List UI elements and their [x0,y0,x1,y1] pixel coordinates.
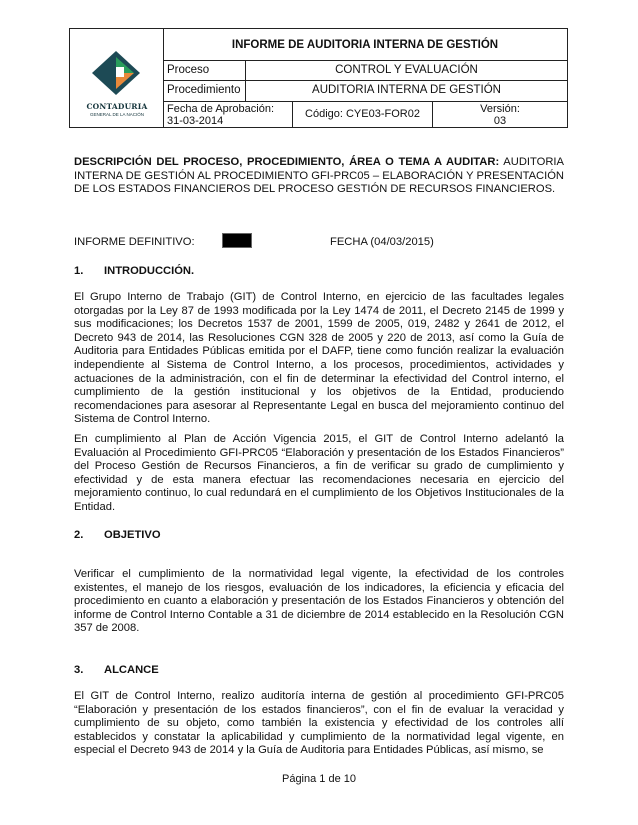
logo-name: CONTADURIA [86,102,148,111]
version-cell [433,102,567,128]
version-value: 03 [493,115,507,127]
version-label: Versión: [480,103,520,115]
proceso-value: CONTROL Y EVALUACIÓN [335,64,478,76]
fecha-aprobacion-cell [163,102,293,128]
section-3-heading [74,664,159,676]
fecha-aprobacion-label: Fecha de Aprobación: [167,103,275,115]
page-number-footer: Página 1 de 10 [281,773,356,785]
section-1-paragraph-2: En cumplimiento al Plan de Acción Vigencia 2015, el GIT de Control Interno adelantó la Evaluación al Procedimiento GFI-PRC05 “Elaboración y presentación de los Estados Financieros” del Proceso Gestión de Recursos Financieros, a fin de verificar su grado de cumplimiento y efectividad y de esta manera efectuar las recomendaciones necesaria en ejercicio del mejoramiento continuo, lo cual redundará en el cumplimiento de los Objetivos Institucionales de la Entidad. [74,433,564,513]
section-1-heading [74,265,194,277]
procedimiento-value: AUDITORIA INTERNA DE GESTIÓN [312,84,501,96]
section-1-number: 1. [74,265,84,277]
section-2-heading [74,529,161,541]
proceso-label: Proceso [163,61,246,80]
header-proceso-row [163,61,567,81]
header-title: INFORME DE AUDITORIA INTERNA DE GESTIÓN [163,29,567,61]
fecha-aprobacion-value: 31-03-2014 [167,115,224,127]
informe-definitivo-label: INFORME DEFINITIVO: [74,236,195,248]
section-1-title: INTRODUCCIÓN. [104,265,195,277]
logo-cell [70,29,164,127]
section-3-paragraph: El GIT de Control Interno, realizo auditoría interna de gestión al procedimiento GFI-PRC05 “Elaboración y presentación de los estados financieros”, con el fin de evaluar la veracidad y cumplimiento de su objeto, como también la existencia y efectividad de los controles allí establecidos y constatar la aplicabilidad y cumplimiento de la normatividad legal vigente, en especial el Decreto 943 de 2014 y la Guía de Auditoria para Entidades Públicas, así mismo, se [74,690,564,757]
codigo-cell: Código: CYE03-FOR02 [293,102,433,128]
descripcion-block [74,156,564,197]
section-3-number: 3. [74,664,84,676]
header-table [69,28,568,128]
logo-subtitle: GENERAL DE LA NACIÓN [89,112,145,117]
redacted-box [222,233,252,248]
header-meta-row [163,102,567,128]
section-2-number: 2. [74,529,84,541]
section-1-paragraph-1: El Grupo Interno de Trabajo (GIT) de Control Interno, en ejercicio de las facultades legales otorgadas por la Ley 87 de 1993 modificada por la Ley 1474 de 2011, el Decreto 2145 de 1999 y sus modificaciones; los Decretos 1537 de 2001, 1599 de 2005, 019, 2482 y 2641 de 2012, el Decreto 943 de 2014, las Resoluciones CGN 328 de 2005 y 220 de 2013, así como la Guía de Auditoria para Entidades Públicas emitida por el DAFP, tiene como función realizar la evaluación independiente al Sistema de Control Interno, a los procesos, procedimientos, actividades y actuaciones de la administración, con el fin de determinar la efectividad del Control interno, el cumplimiento de la gestión institucional y los objetivos de la Entidad, produciendo recomendaciones para asesorar al Representante Legal en busca del mejoramiento continuo del Sistema de Control Interno. [74,291,564,426]
procedimiento-label: Procedimiento [163,81,246,101]
section-3-title: ALCANCE [104,664,159,676]
informe-fecha: FECHA (04/03/2015) [330,236,434,248]
header-procedimiento-row [163,81,567,102]
descripcion-heading: DESCRIPCIÓN DEL PROCESO, PROCEDIMIENTO, ÁREA O TEMA A AUDITAR: [74,156,500,168]
descripcion-text: AUDITORIA INTERNA DE GESTIÓN AL PROCEDIMIENTO GFI-PRC05 – ELABORACIÓN Y PRESENTACIÓN DE LOS ESTADOS FINANCIEROS DEL PROCESO GESTIÓN DE RECURSOS FINANCIEROS. [74,156,564,196]
section-2-paragraph: Verificar el cumplimiento de la normatividad legal vigente, la efectividad de los controles existentes, el manejo de los riesgos, evaluación de los indicadores, la eficiencia y eficacia del procedimiento en cuanto a elaboración y presentación de los Estados Financieros y obtención del informe de Control Interno Contable a 31 de diciembre de 2014 establecido en la Resolución CGN 357 de 2008. [74,568,564,635]
contaduria-logo-icon [92,51,140,95]
section-2-title: OBJETIVO [104,529,161,541]
